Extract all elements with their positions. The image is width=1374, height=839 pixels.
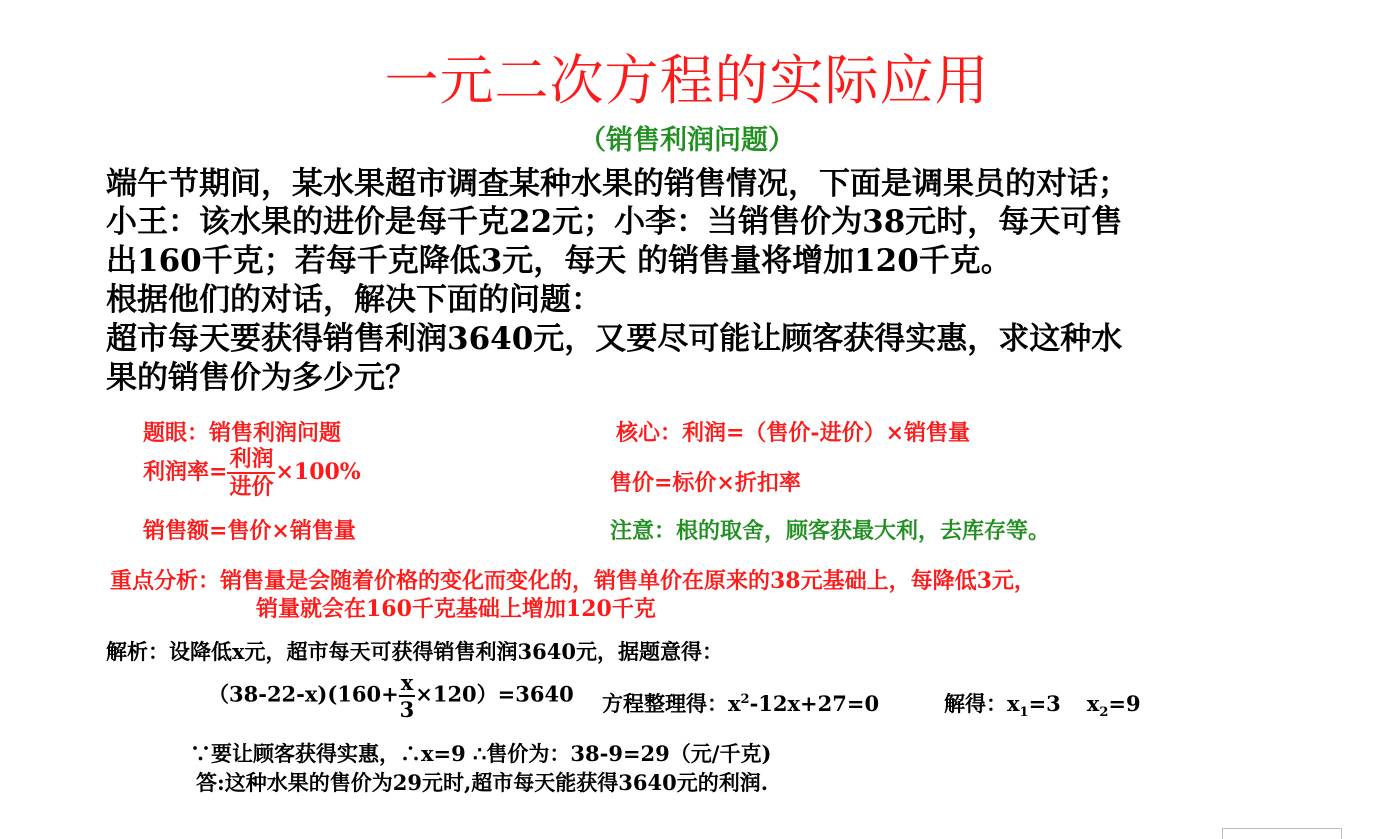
- problem-line-3: 出160千克；若每千克降低3元，每天 的销售量将增加120千克。: [106, 243, 1012, 279]
- analysis-line-2: 销量就会在160千克基础上增加120千克: [256, 596, 656, 622]
- note-shoujia: 售价=标价×折扣率: [610, 470, 801, 496]
- analysis-line-1: 重点分析：销售量是会随着价格的变化而变化的，销售单价在原来的38元基础上，每降低3元，: [110, 568, 1036, 594]
- equation-right: ×120）=3640: [415, 681, 574, 707]
- lirunlv-tail: ×100%: [275, 459, 361, 485]
- simplified-exponent: 2: [740, 692, 750, 707]
- page-title: 一元二次方程的实际应用: [384, 49, 990, 112]
- solution-answer: 答:这种水果的售价为29元时,超市每天能获得3640元的利润.: [196, 770, 769, 795]
- note-hexin: 核心：利润=（售价-进价）×销售量: [616, 420, 970, 446]
- problem-line-1: 端午节期间，某水果超市调查某种水果的销售情况，下面是调果员的对话；: [106, 166, 1129, 202]
- problem-line-6: 果的销售价为多少元？: [106, 360, 416, 396]
- note-xiaoshoue: 销售额=售价×销售量: [143, 518, 356, 544]
- roots-label: 解得：x: [944, 691, 1020, 716]
- corner-frame: [1222, 828, 1342, 839]
- lirunlv-numerator: 利润: [229, 446, 274, 472]
- problem-line-2: 小王：该水果的进价是每千克22元；小李：当销售价为38元时，每天可售: [106, 204, 1123, 240]
- root-2-value: =9: [1108, 691, 1141, 716]
- note-tiyan: 题眼：销售利润问题: [143, 420, 342, 446]
- equation-left: （38-22-x)(160+: [208, 681, 399, 707]
- solution-intro: 解析：设降低x元，超市每天可获得销售利润3640元，据题意得：: [106, 639, 723, 664]
- root-2-var: x: [1086, 691, 1100, 716]
- solution-roots: [944, 688, 1141, 720]
- root-1-value: =3: [1028, 691, 1061, 716]
- lirunlv-label: 利润率=: [143, 459, 228, 485]
- equation-numerator: x: [400, 670, 414, 695]
- solution-simplified: [602, 688, 879, 718]
- solution-equation: [208, 672, 574, 720]
- root-1-subscript: 1: [1019, 705, 1029, 721]
- problem-line-5: 超市每天要获得销售利润3640元，又要尽可能让顾客获得实惠，求这种水: [106, 321, 1123, 357]
- note-zhuyi: 注意：根的取舍，顾客获最大利，去库存等。: [610, 518, 1051, 544]
- solution-because: ∵要让顾客获得实惠，∴x=9 ∴售价为：38-9=29（元/千克): [190, 741, 772, 766]
- root-2-subscript: 2: [1099, 705, 1109, 721]
- lirunlv-denominator: 进价: [229, 474, 274, 500]
- lirunlv-fraction: [227, 448, 275, 498]
- equation-denominator: 3: [399, 697, 415, 722]
- problem-line-4: 根据他们的对话，解决下面的问题：: [106, 282, 602, 318]
- equation-fraction: [399, 672, 416, 720]
- page-subtitle: （销售利润问题）: [579, 125, 795, 156]
- simplified-label: 方程整理得：x: [602, 691, 741, 716]
- simplified-tail: -12x+27=0: [749, 691, 880, 716]
- note-lirunlv: [143, 448, 361, 498]
